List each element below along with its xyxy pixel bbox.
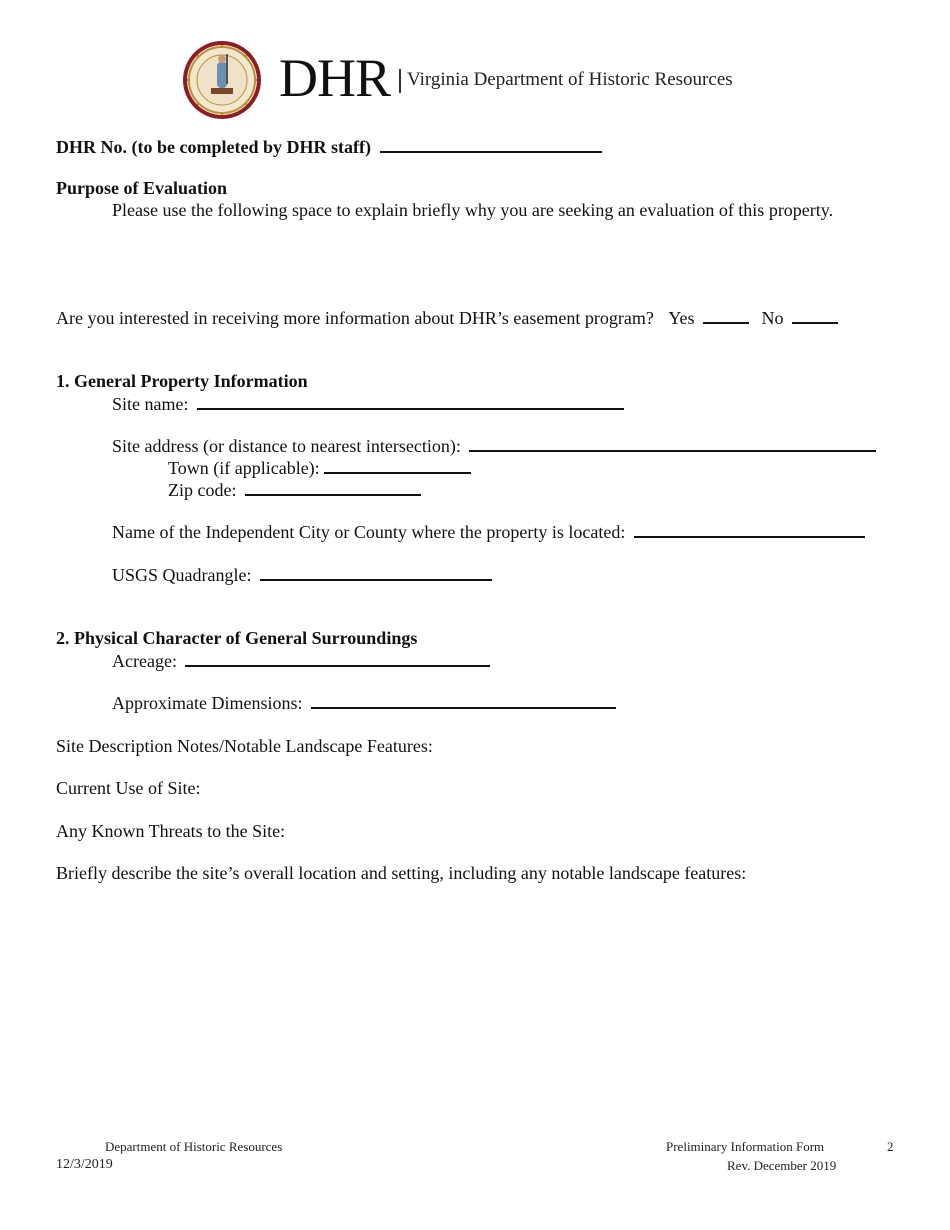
usgs-label: USGS Quadrangle:	[112, 565, 252, 585]
usgs-row	[112, 563, 492, 586]
acreage-field[interactable]	[185, 649, 490, 667]
footer-department: Department of Historic Resources	[105, 1139, 283, 1154]
usgs-field[interactable]	[260, 563, 492, 581]
easement-row	[56, 306, 838, 329]
dhr-number-label: DHR No. (to be completed by DHR staff)	[56, 137, 371, 157]
easement-yes-label: Yes	[668, 308, 695, 328]
dhr-number-row	[56, 135, 602, 158]
zip-row	[168, 478, 421, 501]
county-field[interactable]	[634, 520, 865, 538]
purpose-instruction: Please use the following space to explain briefly why you are seeking an evaluation of this property.	[112, 200, 834, 220]
section1-heading: 1. General Property Information	[56, 371, 308, 391]
logo-divider	[399, 69, 401, 93]
threats-label: Any Known Threats to the Site:	[56, 821, 286, 841]
site-name-label: Site name:	[112, 394, 189, 414]
section2-heading: 2. Physical Character of General Surroundings	[56, 628, 418, 648]
dimensions-label: Approximate Dimensions:	[112, 693, 303, 713]
virginia-state-seal-logo	[181, 40, 263, 120]
town-label: Town (if applicable):	[168, 458, 320, 478]
site-name-field[interactable]	[197, 392, 624, 410]
zip-label: Zip code:	[168, 480, 237, 500]
town-field[interactable]	[324, 456, 471, 474]
footer-revision: Rev. December 2019	[727, 1158, 837, 1173]
current-use-label: Current Use of Site:	[56, 778, 201, 798]
department-name: Virginia Department of Historic Resources	[407, 69, 733, 90]
easement-no-field[interactable]	[792, 306, 838, 324]
site-description-label: Site Description Notes/Notable Landscape Features:	[56, 736, 433, 756]
purpose-heading: Purpose of Evaluation	[56, 178, 228, 198]
footer-form-name: Preliminary Information Form	[666, 1139, 825, 1154]
location-setting-label: Briefly describe the site’s overall location and setting, including any notable landscape features:	[56, 863, 747, 883]
dimensions-field[interactable]	[311, 691, 616, 709]
county-row	[112, 520, 865, 543]
site-address-field[interactable]	[469, 434, 876, 452]
zip-field[interactable]	[245, 478, 421, 496]
dimensions-row	[112, 691, 616, 714]
footer-date: 12/3/2019	[56, 1157, 113, 1172]
site-address-row	[112, 434, 876, 457]
acreage-label: Acreage:	[112, 651, 177, 671]
easement-yes-field[interactable]	[703, 306, 749, 324]
footer-page-number: 2	[887, 1139, 894, 1154]
site-name-row	[112, 392, 624, 415]
easement-question: Are you interested in receiving more information about DHR’s easement program?	[56, 308, 654, 328]
dhr-logo-text: DHR	[279, 48, 391, 108]
town-row	[168, 456, 471, 479]
county-label: Name of the Independent City or County where the property is located:	[112, 522, 626, 542]
easement-no-label: No	[761, 308, 784, 328]
dhr-number-field[interactable]	[380, 135, 602, 153]
acreage-row	[112, 649, 490, 672]
site-address-label: Site address (or distance to nearest intersection):	[112, 436, 461, 456]
